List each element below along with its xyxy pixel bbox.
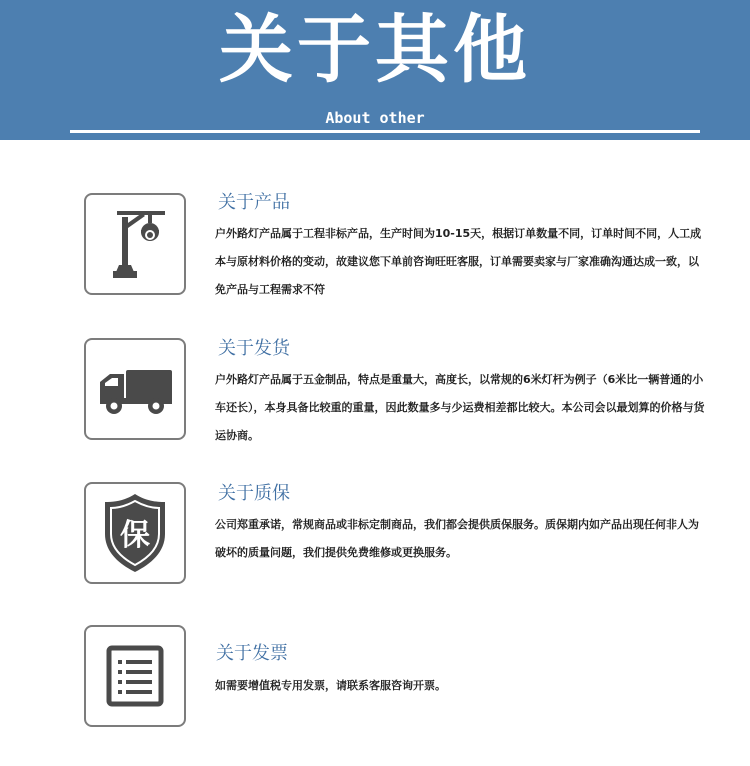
section-text-shipping: 户外路灯产品属于五金制品，特点是重量大，高度长，以常规的6米灯杆为例子（6米比一辆普通的小车还长），本身具备比较重的重量，因此数量多与少运费相差都比较大。本公司会以最划算的价格与货运协商。: [215, 373, 705, 442]
street-lamp-icon: [86, 195, 184, 293]
truck-icon: [86, 340, 184, 438]
shield-icon: [86, 484, 184, 582]
shield-icon-box: [84, 482, 186, 584]
section-text-product: 户外路灯产品属于工程非标产品，生产时间为10-15天，根据订单数量不同，订单时间不同，人工成本与原材料价格的变动，故建议您下单前咨询旺旺客服，订单需要卖家与厂家准确沟通达成一致，以免产品与工程需求不符: [215, 227, 702, 296]
invoice-list-icon: [86, 627, 184, 725]
shield-glyph: 保: [120, 518, 150, 553]
section-title-product: 关于产品: [218, 192, 290, 213]
street-lamp-icon-box: [84, 193, 186, 295]
section-title-shipping: 关于发货: [218, 338, 290, 359]
section-text-invoice: 如需要增值税专用发票，请联系客服咨询开票。: [215, 679, 446, 692]
section-title-invoice: 关于发票: [216, 643, 288, 664]
truck-icon-box: [84, 338, 186, 440]
header-banner: [0, 0, 750, 140]
header-divider: [70, 130, 700, 133]
section-text-warranty: 公司郑重承诺，常规商品或非标定制商品，我们都会提供质保服务。质保期内如产品出现任何非人为破坏的质量问题，我们提供免费维修或更换服务。: [215, 518, 699, 559]
page-title: 关于其他: [219, 7, 531, 93]
page-subtitle: About other: [325, 109, 425, 127]
section-title-warranty: 关于质保: [218, 483, 290, 504]
invoice-list-icon-box: [84, 625, 186, 727]
